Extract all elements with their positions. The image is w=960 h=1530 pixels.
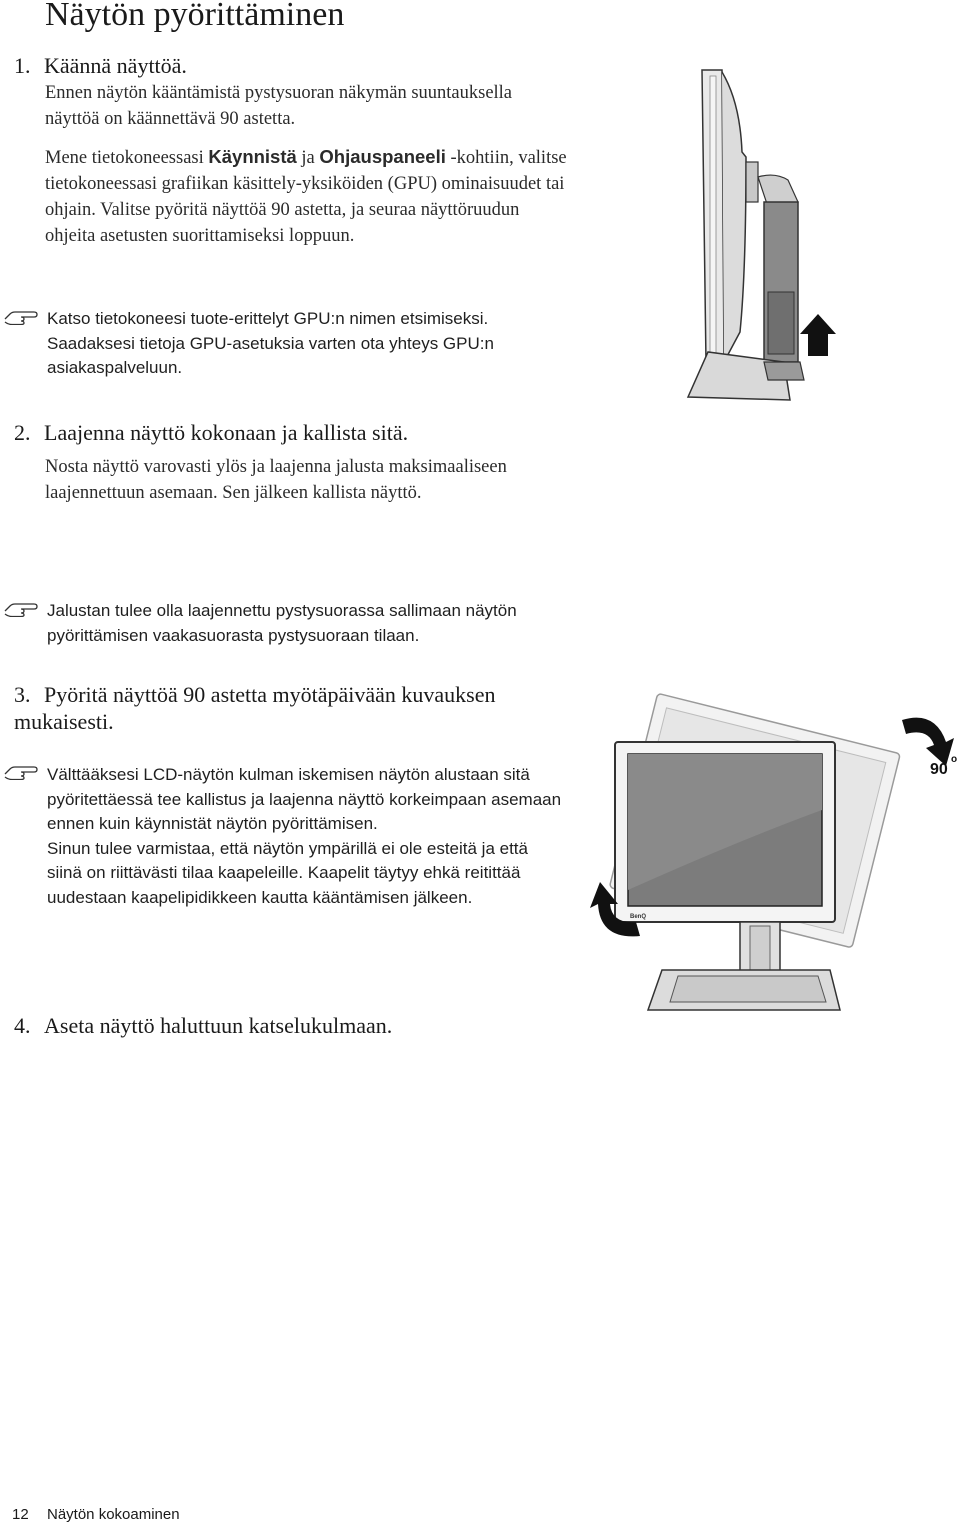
- para-text: ja: [296, 148, 320, 168]
- page-title: Näytön pyörittäminen: [45, 0, 345, 33]
- step-4-heading-text: Aseta näyttö haluttuun katselukulmaan.: [44, 1013, 393, 1038]
- step-3-note-p1: Välttääksesi LCD-näytön kulman iskemisen näytön alustaan sitä pyöritettäessä tee kallistus ja laajenna näyttö korkeimpaan asemaan ennen kuin käynnistät näytön pyörittämisen.: [47, 765, 562, 833]
- rotation-angle-label: 90: [930, 761, 948, 778]
- pointing-hand-icon: [4, 597, 38, 617]
- brand-logo: BenQ: [630, 914, 647, 920]
- step-2-note: Jalustan tulee olla laajennettu pystysuorassa sallimaan näytön pyörittämisen vaakasuorasta pystysuoraan tilaan.: [47, 601, 517, 645]
- step-1-para-2: [45, 144, 570, 249]
- step-3-heading-text: Pyöritä näyttöä 90 astetta myötäpäivään kuvauksen mukaisesti.: [14, 682, 496, 734]
- step-3-number: 3.: [14, 682, 31, 707]
- start-menu-label: Käynnistä: [208, 146, 297, 167]
- step-1-heading: [14, 52, 634, 79]
- pointing-hand-icon: [4, 760, 38, 780]
- monitor-side-view-figure: [680, 62, 840, 407]
- step-2-heading-text: Laajenna näyttö kokonaan ja kallista sitä.: [44, 420, 409, 445]
- step-2-number: 2.: [14, 420, 31, 445]
- step-1-number: 1.: [14, 53, 31, 78]
- step-3-note-p2: Sinun tulee varmistaa, että näytön ympärillä ei ole esteitä ja että siinä on riittävästi tilaa kaapeleille. Kaapelit täytyy ehkä reitittää uudestaan kaapelipidikkeen kautta kääntämisen jälkeen.: [47, 838, 528, 907]
- step-1-para-1: Ennen näytön kääntämistä pystysuoran näkymän suuntauksella näyttöä on käännettävä 90 astetta.: [45, 83, 513, 129]
- page-number: 12: [12, 1506, 29, 1523]
- footer-section: Näytön kokoaminen: [47, 1506, 180, 1523]
- step-4-number: 4.: [14, 1013, 31, 1038]
- step-1-note: Katso tietokoneesi tuote-erittelyt GPU:n nimen etsimiseksi. Saadaksesi tietoja GPU-asetuksia varten ota yhteys GPU:n asiakaspalveluun.: [47, 309, 494, 377]
- para-text: Mene tietokoneessasi: [45, 148, 209, 168]
- step-2-para-1: Nosta näyttö varovasti ylös ja laajenna jalusta maksimaaliseen laajennettuun asemaan. Sen jälkeen kallista näyttö.: [45, 457, 507, 503]
- pointing-hand-icon: [4, 305, 38, 325]
- step-3-heading: [14, 681, 594, 735]
- monitor-rotation-figure: [590, 690, 960, 1025]
- step-1-heading-text: Käännä näyttöä.: [44, 53, 187, 78]
- degree-symbol: o: [951, 754, 958, 765]
- step-4-heading: [14, 1012, 634, 1039]
- para-text: -kohtiin, valitse tietokoneessasi grafiikan käsittely-yksiköiden (GPU) ominaisuudet tai ohjain. Valitse pyöritä näyttöä 90 astetta, ja seuraa näyttöruudun ohjeita asetusten suorittamiseksi loppuun.: [45, 148, 567, 246]
- step-3-note: [47, 763, 567, 910]
- control-panel-label: Ohjauspaneeli: [319, 146, 446, 167]
- step-2-heading: [14, 419, 634, 446]
- rotate-clockwise-arrow-icon: [902, 718, 954, 766]
